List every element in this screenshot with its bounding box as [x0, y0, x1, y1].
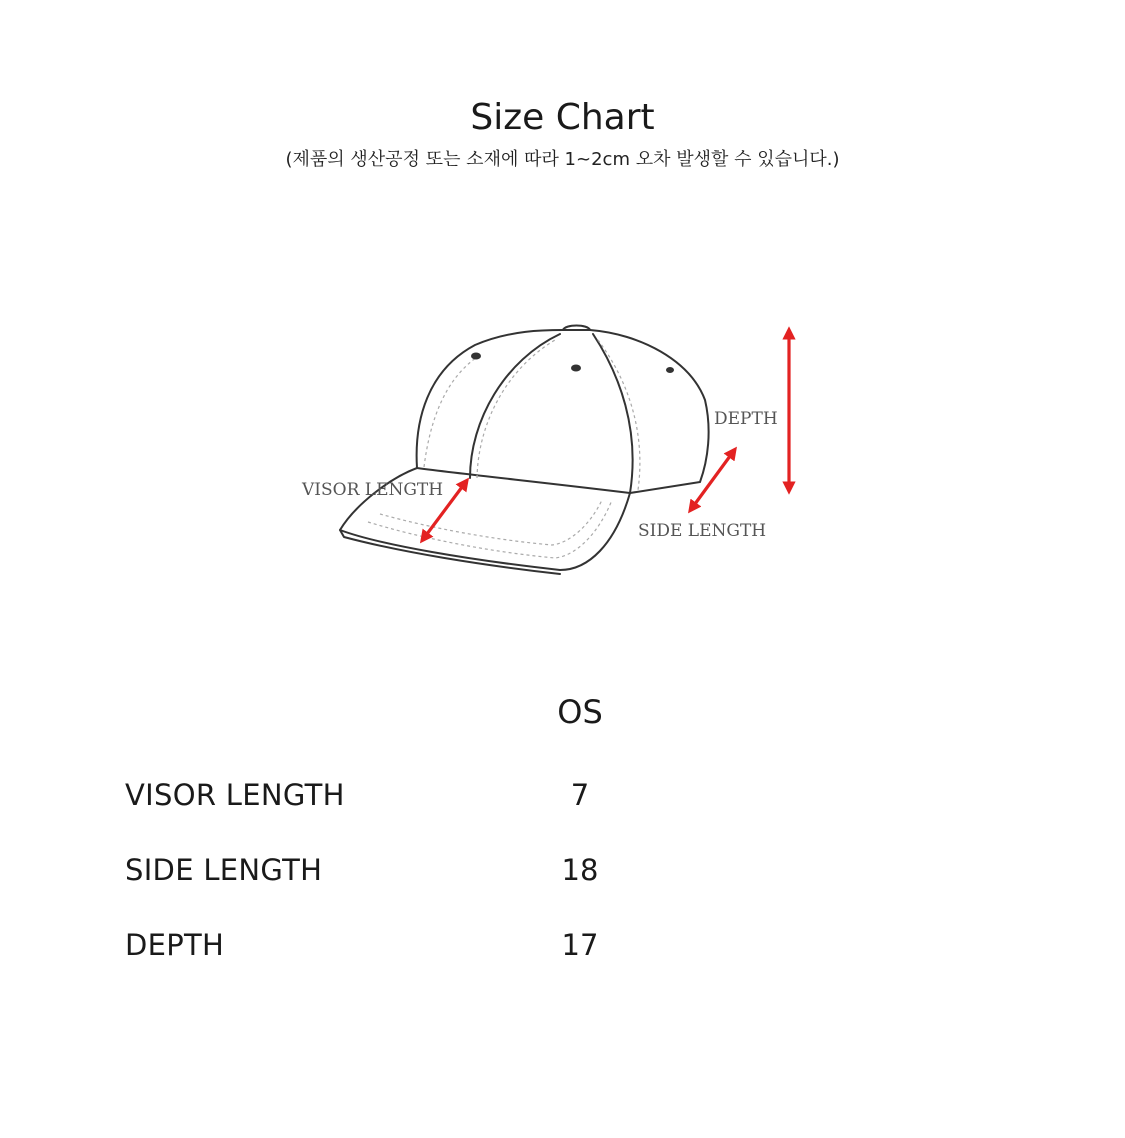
- row-label-depth: DEPTH: [125, 928, 225, 962]
- row-value-visor-length: 7: [570, 778, 590, 812]
- side-length-label: SIDE LENGTH: [638, 521, 767, 541]
- tolerance-note: (제품의 생산공정 또는 소재에 따라 1~2cm 오차 발생할 수 있습니다.): [285, 149, 840, 170]
- measurement-arrows: [424, 333, 789, 538]
- size-column-header: OS: [557, 693, 603, 731]
- depth-label: DEPTH: [714, 409, 778, 429]
- row-value-depth: 17: [561, 928, 599, 962]
- row-value-side-length: 18: [561, 853, 599, 887]
- cap-stitching-icon: [368, 340, 640, 558]
- page-title: Size Chart: [470, 97, 655, 138]
- visor-length-label: VISOR LENGTH: [302, 480, 444, 500]
- side-length-arrow-icon: [692, 452, 733, 508]
- eyelet-icon: [471, 353, 674, 374]
- row-label-visor-length: VISOR LENGTH: [125, 778, 345, 812]
- row-label-side-length: SIDE LENGTH: [125, 853, 323, 887]
